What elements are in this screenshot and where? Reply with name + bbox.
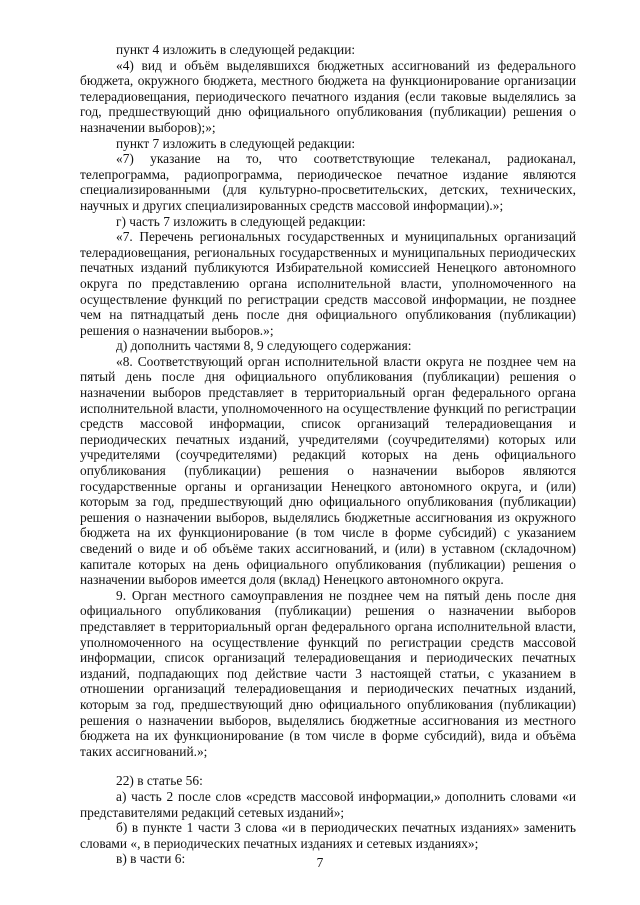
- paragraph-part8-text: «8. Соответствующий орган исполнительной власти округа не позднее чем на пятый день после дня официального опубликования (публикации) решения о назначении выборов представляет в территориальный орган федерального органа исполнительной власти, уполномоченного на осуществление функций по регистрации средств массовой информации, список организаций телерадиовещания и периодических печатных изданий, учредителями (соучредителями) которых или учредителями (соучредителями) редакций которых на день официального опубликования (публикации) решения о назначении выборов являются государственные органы и организации Ненецкого автономного округа, и (или) которым за год, предшествующий дню официального опубликования (публикации) решения о назначении выборов, выделялись бюджетные ассигнования из окружного бюджета на их функционирование (в том числе в форме субсидий) с указанием сведений о виде и об объёме таких ассигнований, и (или) в уставном (складочном) капитале которых на день официального опубликования (публикации) решения о назначении выборов имеется доля (вклад) Ненецкого автономного округа.: [80, 353, 576, 588]
- paragraph-punkt7-text: «7) указание на то, что соответствующие телеканал, радиоканал, телепрограмма, радиопрограмма, периодическое печатное издание являются специализированными (для культурно-просветительских, детских, технических, научных и других специализированных средств массовой информации).»;: [80, 151, 576, 213]
- paragraph-part9-text: 9. Орган местного самоуправления не позднее чем на пятый день после дня официального опубликования (публикации) решения о назначении выборов представляет в территориальный орган федерального органа исполнительной власти, уполномоченного на осуществление функций по регистрации средств массовой информации, список организаций телерадиовещания и периодических печатных изданий, подпадающих под действие части 3 настоящей статьи, с указанием в отношении организаций телерадиовещания и периодических печатных изданий, которым за год, предшествующий дню официального опубликования (публикации) решения о назначении выборов, выделялись бюджетные ассигнования из местного бюджета на их функционирование (в том числе в форме субсидий), вида и объёма таких ассигнований.»;: [80, 587, 576, 759]
- paragraph-spacer: [80, 759, 576, 773]
- paragraph-article56-intro: 22) в статье 56:: [116, 773, 203, 789]
- document-body: [80, 42, 576, 867]
- paragraph-parts8-9-intro: д) дополнить частями 8, 9 следующего содержания:: [116, 338, 412, 354]
- paragraph-punkt7-intro: пункт 7 изложить в следующей редакции:: [116, 135, 356, 151]
- paragraph-article56-v: в) в части 6:: [116, 851, 186, 867]
- paragraph-part7-text: «7. Перечень региональных государственных и муниципальных организаций телерадиовещания, региональных государственных и муниципальных периодических печатных изданий публикуются Избирательной комиссией Ненецкого автономного округа по представлению органа исполнительной власти, уполномоченного на осуществление функций по регистрации средств массовой информации, не позднее чем на пятнадцатый день после дня официального опубликования (публикации) решения о назначении выборов.»;: [80, 229, 576, 338]
- page-number: 7: [316, 855, 324, 870]
- paragraph-punkt4-intro: пункт 4 изложить в следующей редакции:: [116, 42, 356, 57]
- paragraph-part7-intro: г) часть 7 изложить в следующей редакции:: [116, 213, 366, 229]
- paragraph-article56-a: а) часть 2 после слов «средств массовой информации,» дополнить словами «и представителями редакций сетевых изданий»;: [80, 788, 576, 820]
- paragraph-punkt4-text: «4) вид и объём выделявшихся бюджетных ассигнований из федерального бюджета, окружного бюджета, местного бюджета на функционирование организации телерадиовещания, периодического печатного издания (если таковые выделялись за год, предшествующий дню официального опубликования (публикации) решения о назначении выборов);»;: [80, 57, 576, 135]
- paragraph-article56-b: б) в пункте 1 части 3 слова «и в периодических печатных изданиях» заменить словами «, в периодических печатных изданиях и сетевых изданиях»;: [80, 820, 576, 851]
